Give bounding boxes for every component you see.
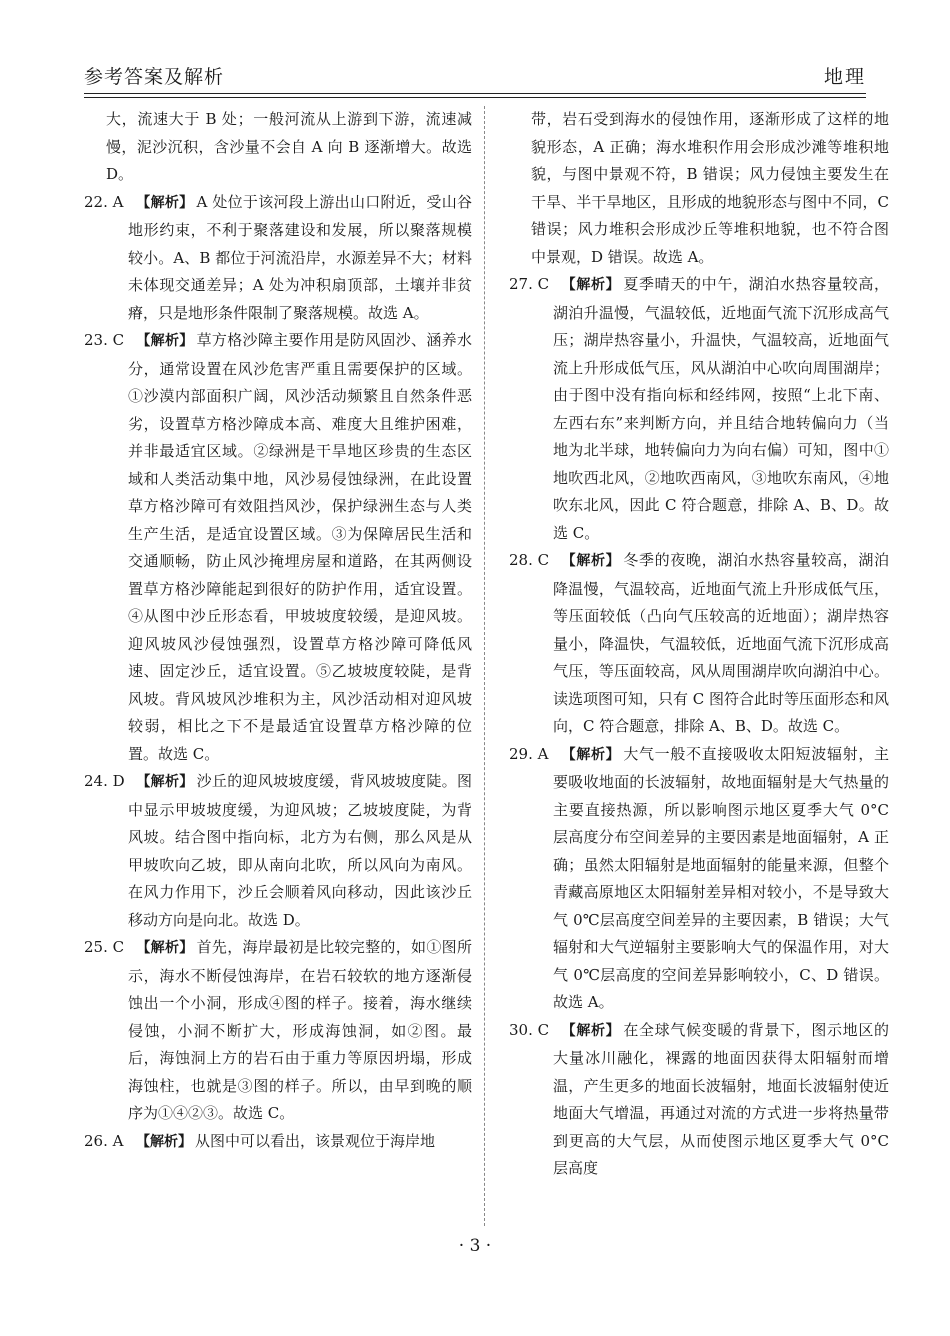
analysis-label: 【解析】 xyxy=(136,333,194,349)
analysis-label: 【解析】 xyxy=(561,1022,621,1039)
answer-item-22 xyxy=(84,189,472,328)
continued-paragraph: 大，流速大于 B 处；一般河流从上游到下游，流速减慢，泥沙沉积，含沙量不会自 A 向 B 逐渐增大。故选 D。 xyxy=(106,110,472,183)
answer-item-27 xyxy=(509,271,889,547)
analysis-text: 首先，海岸最初是比较完整的，如①图所示，海水不断侵蚀海岸，在岩石较软的地方逐渐侵蚀出一个小洞，形成④图的样子。接着，海水继续侵蚀，小洞不断扩大，形成海蚀洞，如②图。最后，海蚀洞上方的岩石由于重力等原因坍塌，形成海蚀柱，也就是③图的样子。所以，由早到晚的顺序为①④②③。故选 C。 xyxy=(128,938,472,1122)
analysis-label: 【解析】 xyxy=(561,553,621,569)
page-header xyxy=(84,60,866,94)
answer-item-28 xyxy=(509,547,889,741)
answer-number: 27. C xyxy=(509,275,550,293)
answer-number: 29. A xyxy=(509,744,549,763)
right-column xyxy=(509,106,889,1183)
analysis-label: 【解析】 xyxy=(136,194,194,211)
answer-number: 25. C xyxy=(84,938,125,956)
analysis-text: A 处位于该河段上游出山口附近，受山谷地形约束，不利于聚落建设和发展，所以聚落规模较小。A、B 都位于河流沿岸，水源差异不大；材料未体现交通差异；A 处为冲积扇顶部，土壤并非贫瘠，只是地形条件限制了聚落规模。故选 A。 xyxy=(128,192,472,322)
analysis-label: 【解析】 xyxy=(136,774,194,790)
header-title: 参考答案及解析 xyxy=(84,66,225,88)
answer-item-24 xyxy=(84,768,472,934)
header-rule-top xyxy=(84,93,866,94)
analysis-label: 【解析】 xyxy=(136,940,194,956)
analysis-text: 从图中可以看出，该景观位于海岸地 xyxy=(195,1131,436,1150)
answer-number: 24. D xyxy=(84,772,125,790)
header-subject: 地理 xyxy=(823,66,866,88)
analysis-label: 【解析】 xyxy=(136,1133,192,1150)
analysis-text: 沙丘的迎风坡坡度缓，背风坡坡度陡。图中显示甲坡坡度缓，为迎风坡；乙坡坡度陡，为背风坡。结合图中指向标，北方为右侧，那么风是从甲坡吹向乙坡，即从南向北吹，所以风向为南风。在风力作用下，沙丘会顺着风向移动，因此该沙丘移动方向是向北。故选 D。 xyxy=(128,772,472,929)
analysis-text: 夏季晴天的中午，湖泊水热容量较高，湖泊升温慢，气温较低，近地面气流下沉形成高气压；湖岸热容量小，升温快，气温较高，近地面气流上升形成低气压，风从湖泊中心吹向周围湖岸；由于图中没有指向标和经纬网，按照“上北下南、左西右东”来判断方向，并且结合地转偏向力（当地为北半球，地转偏向力为向右偏）可知，图中①地吹西北风，②地吹西南风，③地吹东南风，④地吹东北风，因此 C 符合题意，排除 A、B、D。故选 C。 xyxy=(553,275,890,542)
page-number: · 3 · xyxy=(458,1236,492,1256)
answer-number: 26. A xyxy=(84,1131,124,1150)
continued-paragraph: 带，岩石受到海水的侵蚀作用，逐渐形成了这样的地貌形态，A 正确；海水堆积作用会形成沙滩等堆积地貌，与图中景观不符，B 错误；风力侵蚀主要发生在干旱、半干旱地区，且形成的地貌形态与图中不同，C 错误；风力堆积会形成沙丘等堆积地貌，也不符合图中景观，D 错误。故选 A。 xyxy=(531,110,889,266)
answer-item-29 xyxy=(509,741,889,1017)
analysis-text: 在全球气候变暖的背景下，图示地区的大量冰川融化，裸露的地面因获得太阳辐射而增温，产生更多的地面长波辐射，地面长波辐射使近地面大气增温，再通过对流的方式进一步将热量带到更高的大气层，从而使图示地区夏季大气 0°C 层高度 xyxy=(553,1020,890,1177)
analysis-text: 大气一般不直接吸收太阳短波辐射，主要吸收地面的长波辐射，故地面辐射是大气热量的主要直接热源，所以影响图示地区夏季大气 0°C 层高度分布空间差异的主要因素是地面辐射，A 正确；虽然太阳辐射是地面辐射的能量来源，但整个青藏高原地区太阳辐射差异相对较小，不是导致大气 0℃层高度空间差异的主要因素，B 错误；大气辐射和大气逆辐射主要影响大气的保温作用，对大气 0℃层高度的空间差异影响较小，C、D 错误。故选 A。 xyxy=(553,744,890,1011)
answer-item-23 xyxy=(84,327,472,768)
answer-number: 22. A xyxy=(84,192,124,211)
answer-number: 30. C xyxy=(509,1020,550,1039)
left-column xyxy=(84,106,472,1156)
header-rule-bottom xyxy=(84,97,866,98)
answer-number: 28. C xyxy=(509,551,550,569)
answer-item-26 xyxy=(84,1128,472,1157)
column-divider xyxy=(484,106,485,1226)
answer-item-30 xyxy=(509,1017,889,1183)
analysis-label: 【解析】 xyxy=(561,277,621,293)
analysis-text: 草方格沙障主要作用是防风固沙、涵养水分，通常设置在风沙危害严重且需要保护的区域。①沙漠内部面积广阔，风沙活动频繁且自然条件恶劣，设置草方格沙障成本高、难度大且维护困难，并非最适宜区域。②绿洲是干旱地区珍贵的生态区域和人类活动集中地，风沙易侵蚀绿洲，在此设置草方格沙障可有效阻挡风沙，保护绿洲生态与人类生产生活，是适宜设置区域。③为保障居民生活和交通顺畅，防止风沙掩埋房屋和道路，在其两侧设置草方格沙障能起到很好的防护作用，适宜设置。④从图中沙丘形态看，甲坡坡度较缓，是迎风坡。迎风坡风沙侵蚀强烈，设置草方格沙障可降低风速、固定沙丘，适宜设置。⑤乙坡坡度较陡，是背风坡。背风坡风沙堆积为主，风沙活动相对迎风坡较弱，相比之下不是最适宜设置草方格沙障的位置。故选 C。 xyxy=(128,331,472,763)
answer-item-25 xyxy=(84,934,472,1128)
analysis-label: 【解析】 xyxy=(561,746,621,763)
answer-number: 23. C xyxy=(84,331,125,349)
analysis-text: 冬季的夜晚，湖泊水热容量较高，湖泊降温慢，气温较高，近地面气流上升形成低气压，等压面较低（凸向气压较高的近地面）；湖岸热容量小，降温快，气温较低，近地面气流下沉形成高气压，等压面较高，风从周围湖岸吹向湖泊中心。读选项图可知，只有 C 图符合此时等压面形态和风向，C 符合题意，排除 A、B、D。故选 C。 xyxy=(553,551,890,735)
